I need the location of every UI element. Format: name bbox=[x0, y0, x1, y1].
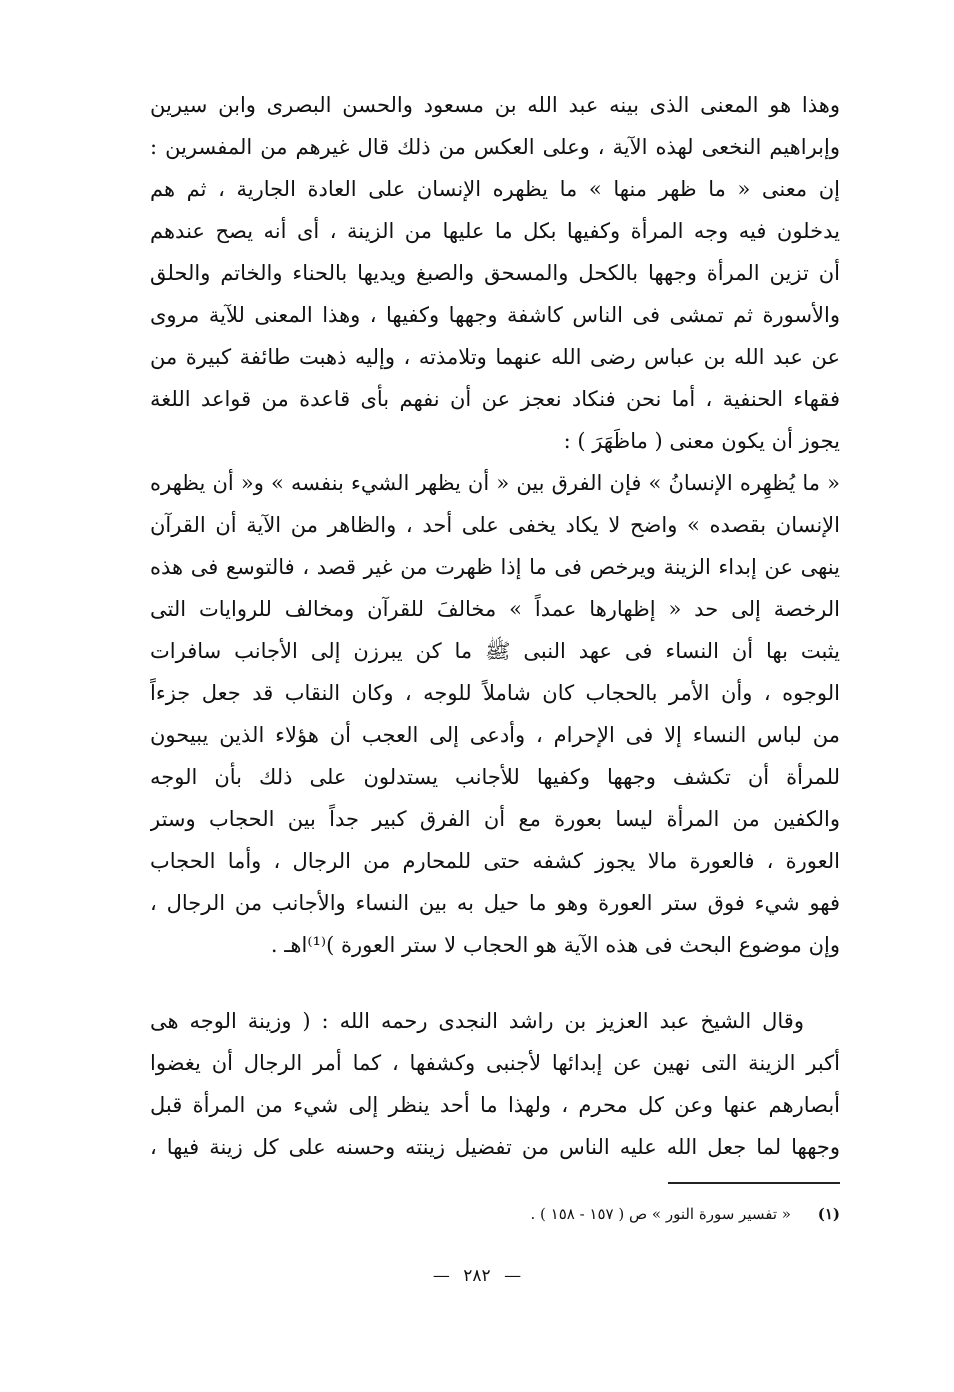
footnote bbox=[360, 1202, 840, 1226]
text-line: للمرأة أن تكشف وجهها وكفيها للأجانب يستدلون على ذلك بأن الوجه bbox=[150, 765, 840, 789]
footnote-divider bbox=[668, 1182, 840, 1184]
text-line: وإن موضوع البحث فى هذه الآية هو الحجاب لا ستر العورة )⁽¹⁾اهـ . bbox=[270, 933, 840, 957]
text-line: يجوز أن يكون معنى ( ماظَهَرَ ) : bbox=[563, 429, 840, 453]
footnote-text: « تفسير سورة النور » ص ( ١٥٧ - ١٥٨ ) . bbox=[530, 1205, 791, 1223]
text-line: فقهاء الحنفية ، أما نحن فنكاد نعجز عن أن نفهم بأى قاعدة من قواعد اللغة bbox=[150, 387, 840, 411]
page-number-dash: — bbox=[432, 1266, 450, 1286]
text-line: والأسورة ثم تمشى فى الناس كاشفة وجهها وكفيها ، وهذا المعنى للآية مروى bbox=[150, 303, 840, 327]
text-line: فهو شيء فوق ستر العورة وهو ما حيل به بين النساء والأجانب من الرجال ، bbox=[150, 891, 840, 915]
text-line: الإنسان بقصده » واضح لا يكاد يخفى على أحد ، والظاهر من الآية أن القرآن bbox=[150, 513, 840, 537]
text-line: أكبر الزينة التى نهين عن إبدائها لأجنبى وكشفها ، كما أمر الرجال أن يغضوا bbox=[150, 1051, 840, 1075]
footnote-number: (١) bbox=[817, 1205, 840, 1223]
page-number bbox=[400, 1264, 554, 1288]
text-line: وقال الشيخ عبد العزيز بن راشد النجدى رحمه الله : ( وزينة الوجه هى bbox=[150, 1009, 804, 1033]
text-line: إن معنى « ما ظهر منها » ما يظهره الإنسان على العادة الجارية ، ثم هم bbox=[150, 177, 840, 201]
text-line: يدخلون فيه وجه المرأة وكفيها بكل ما عليها من الزينة ، أى أنه يصح عندهم bbox=[150, 219, 840, 243]
text-line: عن عبد الله بن عباس رضى الله عنهما وتلامذته ، وإليه ذهبت طائفة كبيرة من bbox=[150, 345, 840, 369]
paragraph-1 bbox=[150, 84, 840, 966]
text-line: يثبت بها أن النساء فى عهد النبى ﷺ ما كن يبرزن إلى الأجانب سافرات bbox=[150, 639, 840, 663]
text-line: من لباس النساء إلا فى الإحرام ، وأدعى إلى العجب أن هؤلاء الذين يبيحون bbox=[150, 723, 840, 747]
text-line: والكفين من المرأة ليسا بعورة مع أن الفرق كبير جداً بين الحجاب وستر bbox=[150, 807, 840, 831]
text-line: وجهها لما جعل الله عليه الناس من تفضيل زينته وحسنه على كل زينة فيها ، bbox=[150, 1135, 840, 1159]
text-line: أبصارهم عنها وعن كل محرم ، ولهذا ما أحد ينظر إلى شيء من المرأة قبل bbox=[150, 1093, 840, 1117]
text-line: ينهى عن إبداء الزينة ويرخص فى ما إذا ظهرت من غير قصد ، فالتوسع فى هذه bbox=[150, 555, 840, 579]
page-number-dash: — bbox=[504, 1266, 522, 1286]
text-line: وإبراهيم النخعى لهذه الآية ، وعلى العكس من ذلك قال غيرهم من المفسرين : bbox=[150, 135, 840, 159]
text-line: الوجوه ، وأن الأمر بالحجاب كان شاملاً للوجه ، وكان النقاب قد جعل جزءاً bbox=[150, 681, 840, 705]
text-line: الرخصة إلى حد « إظهارها عمداً » مخالفَ للقرآن ومخالف للروايات التى bbox=[150, 597, 840, 621]
text-line: العورة ، فالعورة مالا يجوز كشفه حتى للمحارم من الرجال ، وأما الحجاب bbox=[150, 849, 840, 873]
text-line: « ما يُظهِره الإنسانُ » فإن الفرق بين « أن يظهر الشيء بنفسه » و« أن يظهره bbox=[150, 471, 840, 495]
paragraph-2 bbox=[150, 1000, 840, 1168]
page-number-value: ٢٨٢ bbox=[463, 1266, 491, 1286]
text-line: أن تزين المرأة وجهها بالكحل والمسحق والصبغ ويديها بالحناء والخاتم والحلق bbox=[150, 261, 840, 285]
text-line: وهذا هو المعنى الذى بينه عبد الله بن مسعود والحسن البصرى وابن سيرين bbox=[150, 93, 840, 117]
